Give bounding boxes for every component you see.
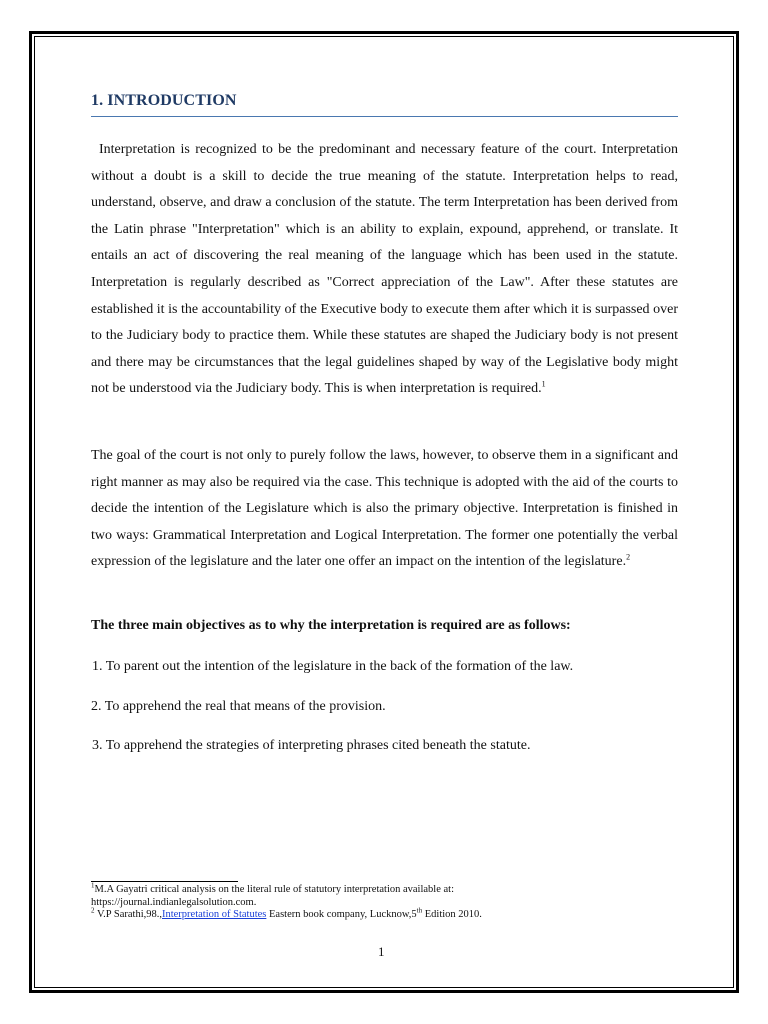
footnote-1-url: https://journal.indianlegalsolution.com. <box>91 896 257 908</box>
intro-paragraph-2 <box>91 443 678 576</box>
footnote-ref-1: 1 <box>541 379 546 389</box>
section-heading: 1. INTRODUCTION <box>91 92 678 117</box>
objective-item-1: 1. To parent out the intention of the legislature in the back of the formation of the law. <box>92 659 574 674</box>
objective-item-2: 2. To apprehend the real that means of the provision. <box>91 699 386 714</box>
intro-paragraph-1 <box>91 137 678 403</box>
footnote-ref-2: 2 <box>626 552 631 562</box>
footnote-separator <box>91 881 238 882</box>
paragraph-1-text: Interpretation is recognized to be the predominant and necessary feature of the court. Interpretation without a doubt is a skill to decide the true meaning of the statute. Interpretation helps to read, understand, observe, and draw a conclusion of the statute. The term Interpretation has been derived from the Latin phrase "Interpretation" which is an ability to explain, expound, apprehend, or translate. It entails an act of discovering the real meaning of the language which has been used in the statute. Interpretation is regularly described as "Correct appreciation of the Law". After these statutes are established it is the accountability of the Executive body to execute them after which it is surpassed over to the Judiciary body to practice them. While these statutes are shaped the Judiciary body is not present and there may be circumstances that the legal guidelines shaped by way of the Legislative body might not be understood via the Judiciary body. This is when interpretation is required. <box>91 142 678 397</box>
footnote-1: $^1$M.A Gayatri critical analysis on the literal rule of statutory interpretation available at: <box>91 881 455 895</box>
footnote-2: $^2$ V.P Sarathi,98.,Interpretation of Statutes Eastern book company, Lucknow,5th Edition 2010. <box>91 906 482 920</box>
objectives-heading: The three main objectives as to why the interpretation is required are as follows: <box>91 618 571 633</box>
page-number: 1 <box>378 944 385 959</box>
paragraph-2-text: The goal of the court is not only to purely follow the laws, however, to observe them in a significant and right manner as may also be required via the case. This technique is adopted with the aid of the courts to decide the intention of the Legislature which is also the primary objective. Interpretation is finished in two ways: Grammatical Interpretation and Logical Interpretation. The former one potentially the verbal expression of the legislature and the later one offer an impact on the intention of the legislature. <box>91 448 678 570</box>
footnotes <box>91 881 681 922</box>
objective-item-3: 3. To apprehend the strategies of interpreting phrases cited beneath the statute. <box>92 738 531 753</box>
interpretation-of-statutes-link[interactable]: Interpretation of Statutes <box>161 909 267 920</box>
